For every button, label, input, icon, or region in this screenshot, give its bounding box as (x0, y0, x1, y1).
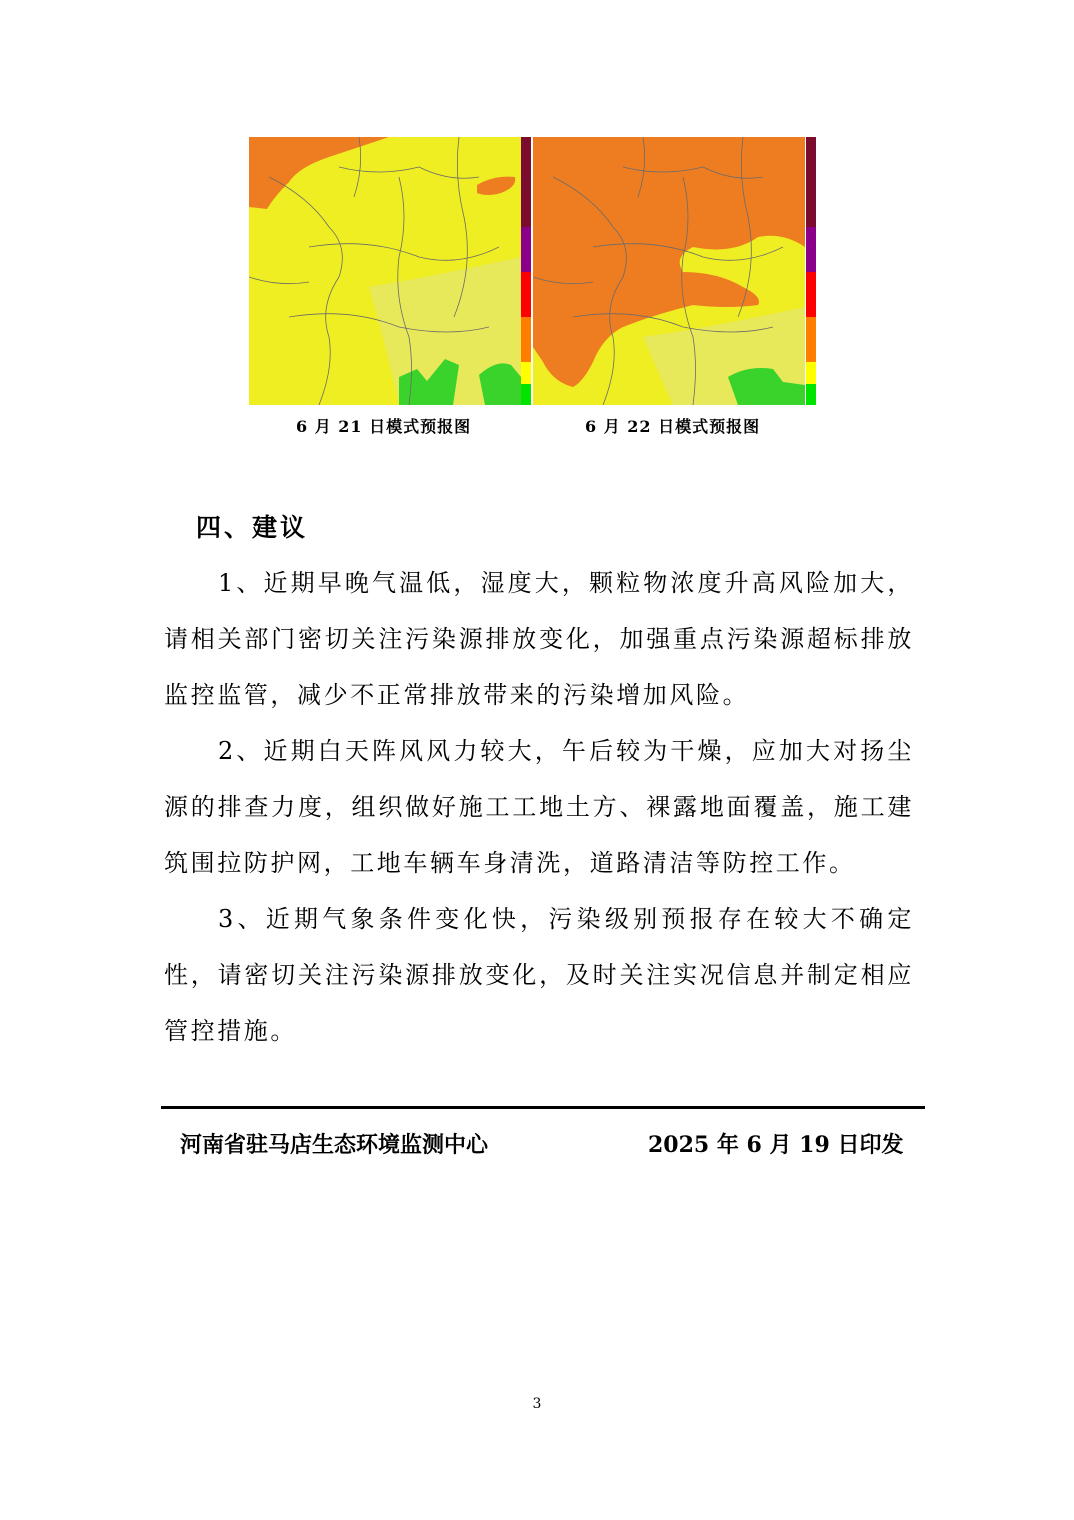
legend-severe (806, 137, 816, 227)
legend-severe (521, 137, 531, 227)
issue-date: 2025 年 6 月 19 日印发 (648, 1132, 904, 1158)
legend-very-unhealthy (806, 227, 816, 272)
legend-very-unhealthy (521, 227, 531, 272)
forecast-map-june-22 (533, 137, 805, 405)
recommendation-paragraph: 1、近期早晚气温低，湿度大，颗粒物浓度升高风险加大，请相关部门密切关注污染源排放变化，加强重点污染源超标排放监控监管，减少不正常排放带来的污染增加风险。 (164, 569, 914, 709)
aqi-color-legend (806, 137, 816, 405)
page-number: 3 (532, 1396, 542, 1412)
figure-caption: 6 月 22 日模式预报图 (585, 417, 761, 436)
legend-light-pollution (806, 317, 816, 362)
recommendation-paragraph: 2、近期白天阵风风力较大，午后较为干燥，应加大对扬尘源的排查力度，组织做好施工工地土方、裸露地面覆盖，施工建筑围拉防护网，工地车辆车身清洗，道路清洁等防控工作。 (164, 737, 914, 877)
recommendation-paragraph: 3、近期气象条件变化快，污染级别预报存在较大不确定性，请密切关注污染源排放变化，及时关注实况信息并制定相应管控措施。 (164, 905, 914, 1045)
legend-good (806, 384, 816, 405)
section-heading: 四、建议 (196, 513, 309, 542)
legend-moderate (521, 362, 531, 384)
issuer-name: 河南省驻马店生态环境监测中心 (180, 1132, 489, 1158)
legend-moderate (806, 362, 816, 384)
legend-good (521, 384, 531, 405)
footer-divider (161, 1106, 925, 1109)
aqi-color-legend (521, 137, 531, 405)
figure-caption: 6 月 21 日模式预报图 (296, 417, 472, 436)
legend-unhealthy (521, 272, 531, 317)
legend-unhealthy (806, 272, 816, 317)
forecast-map-june-21 (249, 137, 521, 405)
legend-light-pollution (521, 317, 531, 362)
